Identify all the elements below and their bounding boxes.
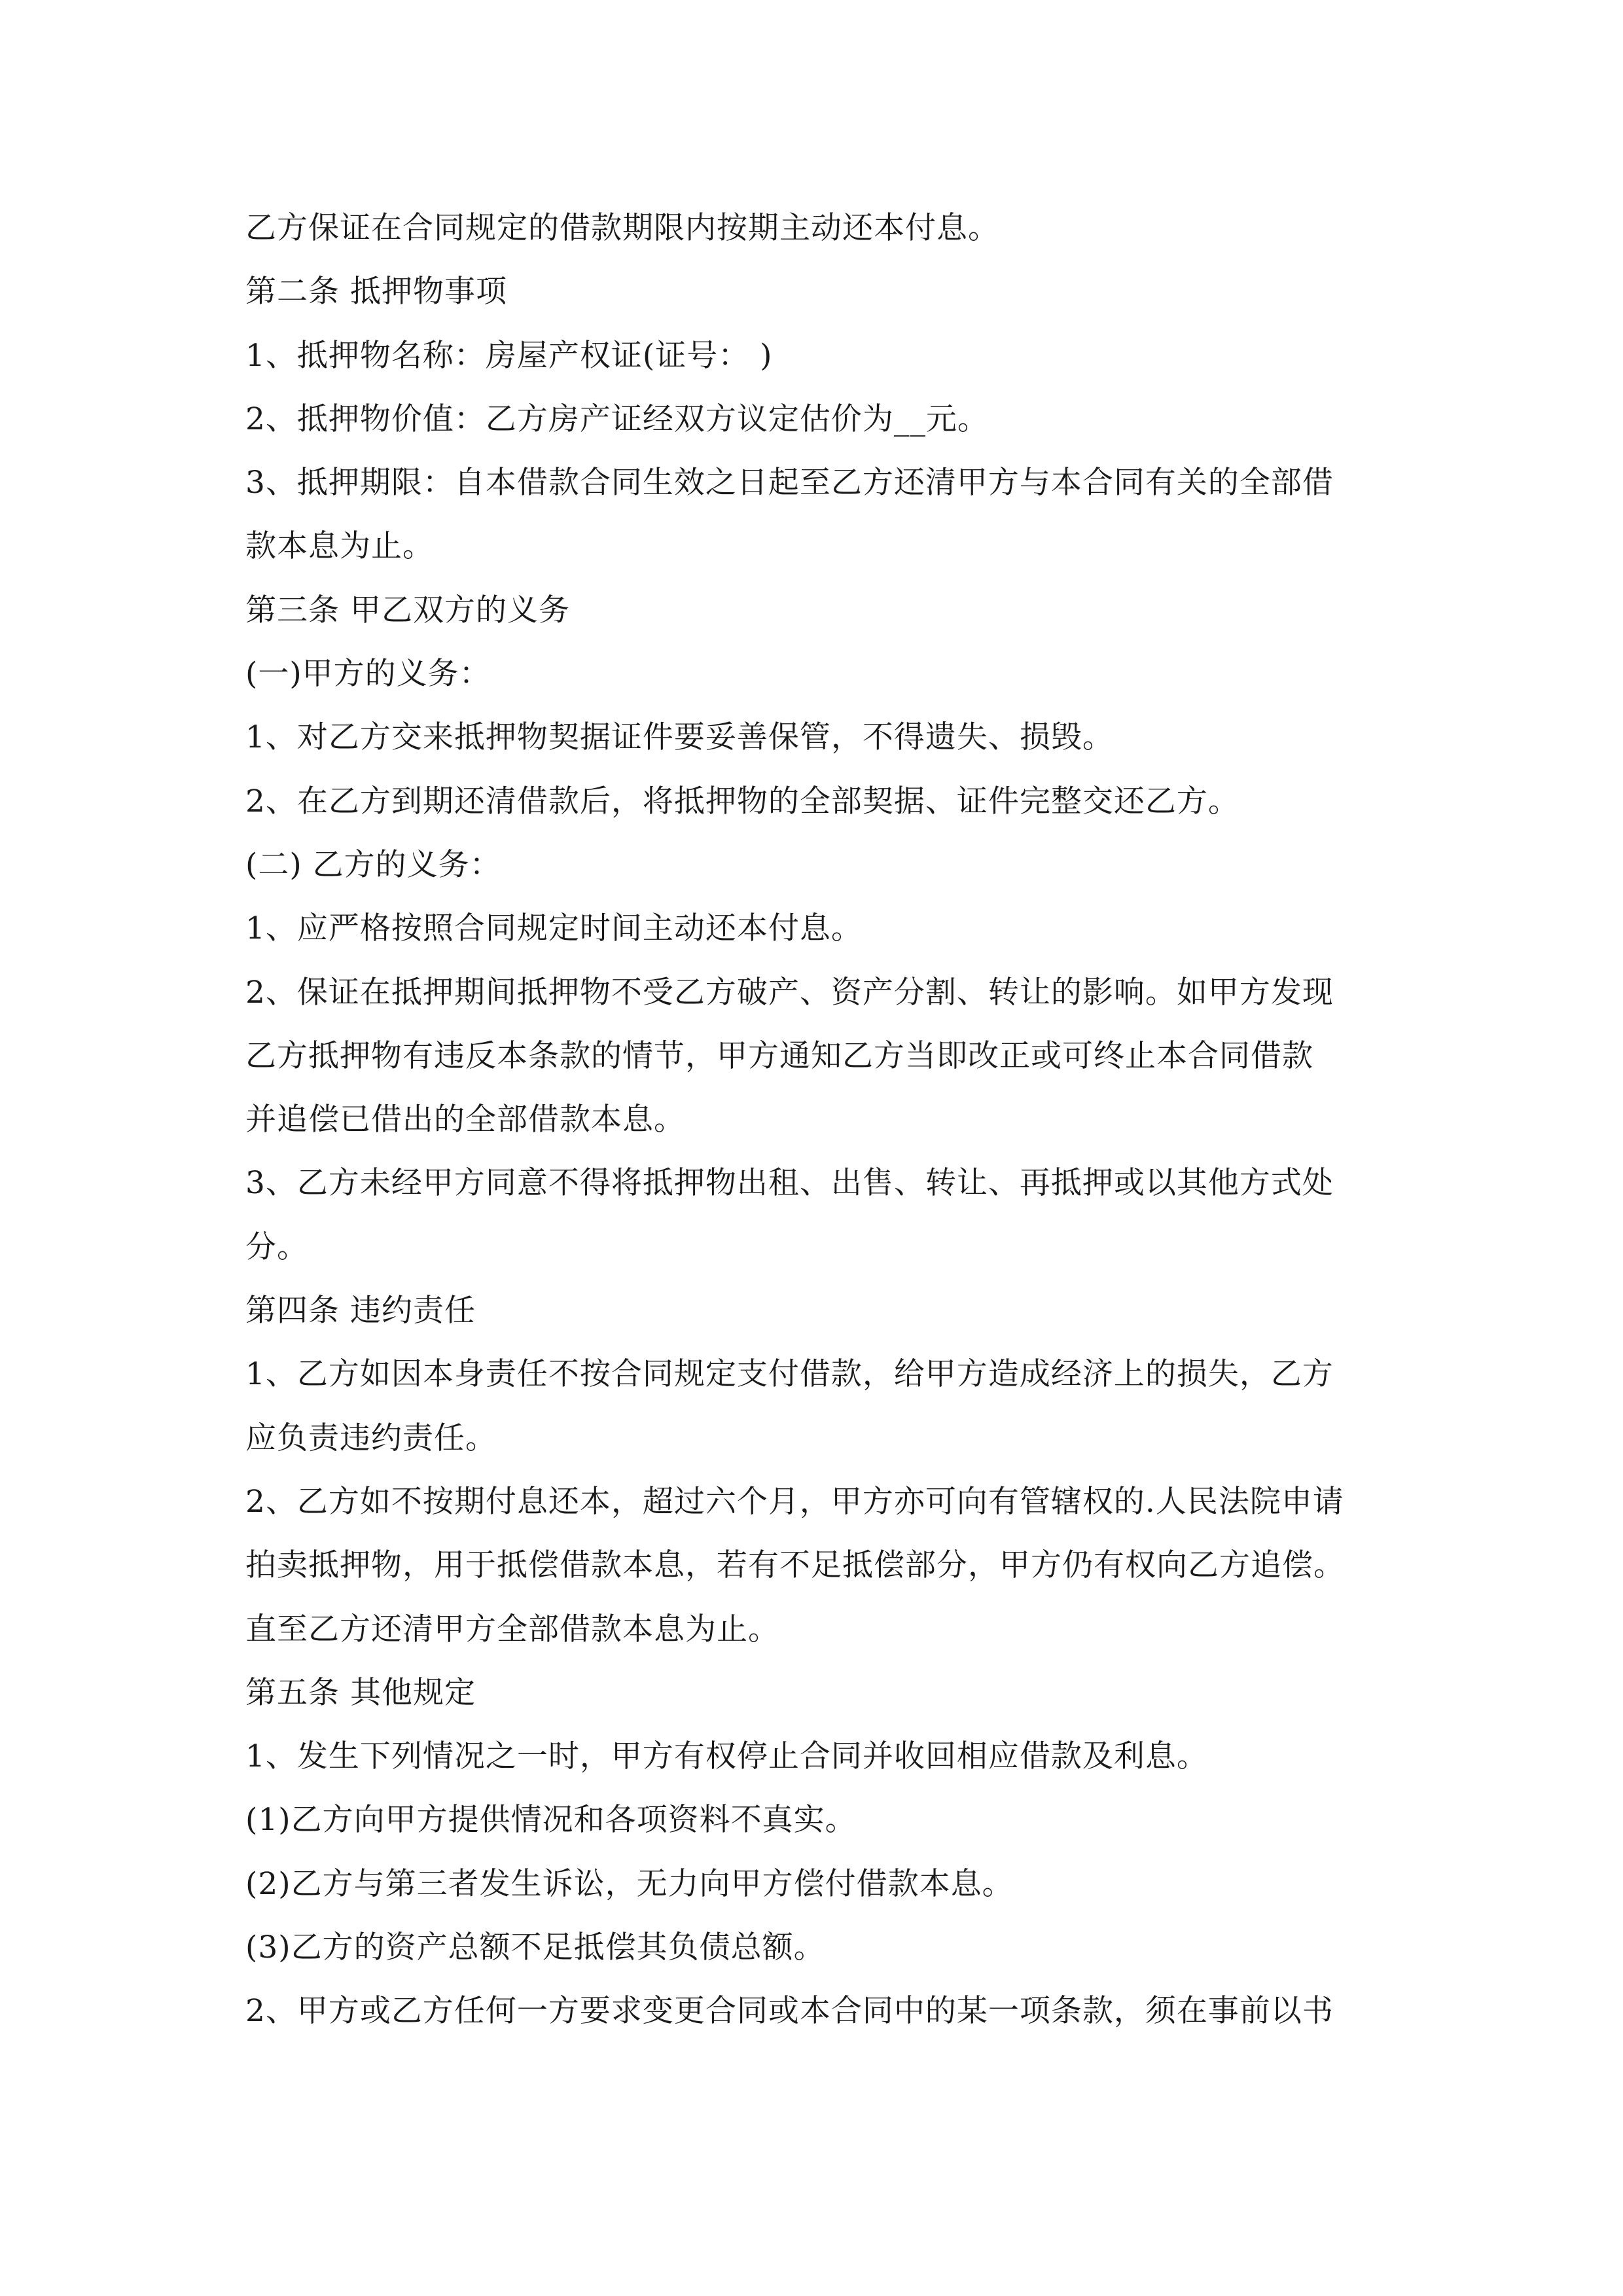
contract-body-text <box>245 196 1397 2043</box>
text-line: 2、保证在抵押期间抵押物不受乙方破产、资产分割、转让的影响。如甲方发现 <box>245 974 1334 1011</box>
text-line: 1、乙方如因本身责任不按合同规定支付借款，给甲方造成经济上的损失，乙方 <box>245 1356 1334 1393</box>
text-line: 分。 <box>245 1229 308 1265</box>
section-heading-article-3: 第三条 甲乙双方的义务 <box>245 592 570 628</box>
text-line: 2、在乙方到期还清借款后，将抵押物的全部契据、证件完整交还乙方。 <box>245 783 1240 819</box>
text-line: 并追偿已借出的全部借款本息。 <box>245 1102 685 1138</box>
text-line: 乙方抵押物有违反本条款的情节，甲方通知乙方当即改正或可终止本合同借款 <box>245 1037 1313 1074</box>
text-line: 2、甲方或乙方任何一方要求变更合同或本合同中的某一项条款，须在事前以书 <box>245 1993 1334 2030</box>
text-line: 3、乙方未经甲方同意不得将抵押物出租、出售、转让、再抵押或以其他方式处 <box>245 1165 1334 1202</box>
text-line: 款本息为止。 <box>245 528 434 565</box>
text-line: (3)乙方的资产总额不足抵偿其负债总额。 <box>245 1929 825 1966</box>
text-line: 乙方保证在合同规定的借款期限内按期主动还本付息。 <box>245 210 999 246</box>
text-line: 3、抵押期限：自本借款合同生效之日起至乙方还清甲方与本合同有关的全部借 <box>245 465 1334 501</box>
text-line: 1、应严格按照合同规定时间主动还本付息。 <box>245 910 863 947</box>
text-line: (2)乙方与第三者发生诉讼，无力向甲方偿付借款本息。 <box>245 1865 1014 1902</box>
subsection-heading: (一)甲方的义务： <box>245 656 491 692</box>
text-line: 应负责违约责任。 <box>245 1420 497 1456</box>
text-line: 1、抵押物名称：房屋产权证(证号： ) <box>245 337 773 374</box>
text-line: (1)乙方向甲方提供情况和各项资料不真实。 <box>245 1802 857 1839</box>
text-line: 1、发生下列情况之一时，甲方有权停止合同并收回相应借款及利息。 <box>245 1738 1208 1775</box>
subsection-heading: (二) 乙方的义务： <box>245 846 501 883</box>
section-heading-article-4: 第四条 违约责任 <box>245 1293 476 1329</box>
text-line: 1、对乙方交来抵押物契据证件要妥善保管，不得遗失、损毁。 <box>245 719 1114 756</box>
section-heading-article-2: 第二条 抵押物事项 <box>245 274 507 310</box>
text-line: 2、乙方如不按期付息还本，超过六个月，甲方亦可向有管辖权的.人民法院申请 <box>245 1483 1344 1520</box>
text-line: 拍卖抵押物，用于抵偿借款本息，若有不足抵偿部分，甲方仍有权向乙方追偿。 <box>245 1547 1345 1584</box>
text-line: 直至乙方还清甲方全部借款本息为止。 <box>245 1611 779 1647</box>
section-heading-article-5: 第五条 其他规定 <box>245 1674 476 1711</box>
text-line: 2、抵押物价值：乙方房产证经双方议定估价为__元。 <box>245 401 989 437</box>
